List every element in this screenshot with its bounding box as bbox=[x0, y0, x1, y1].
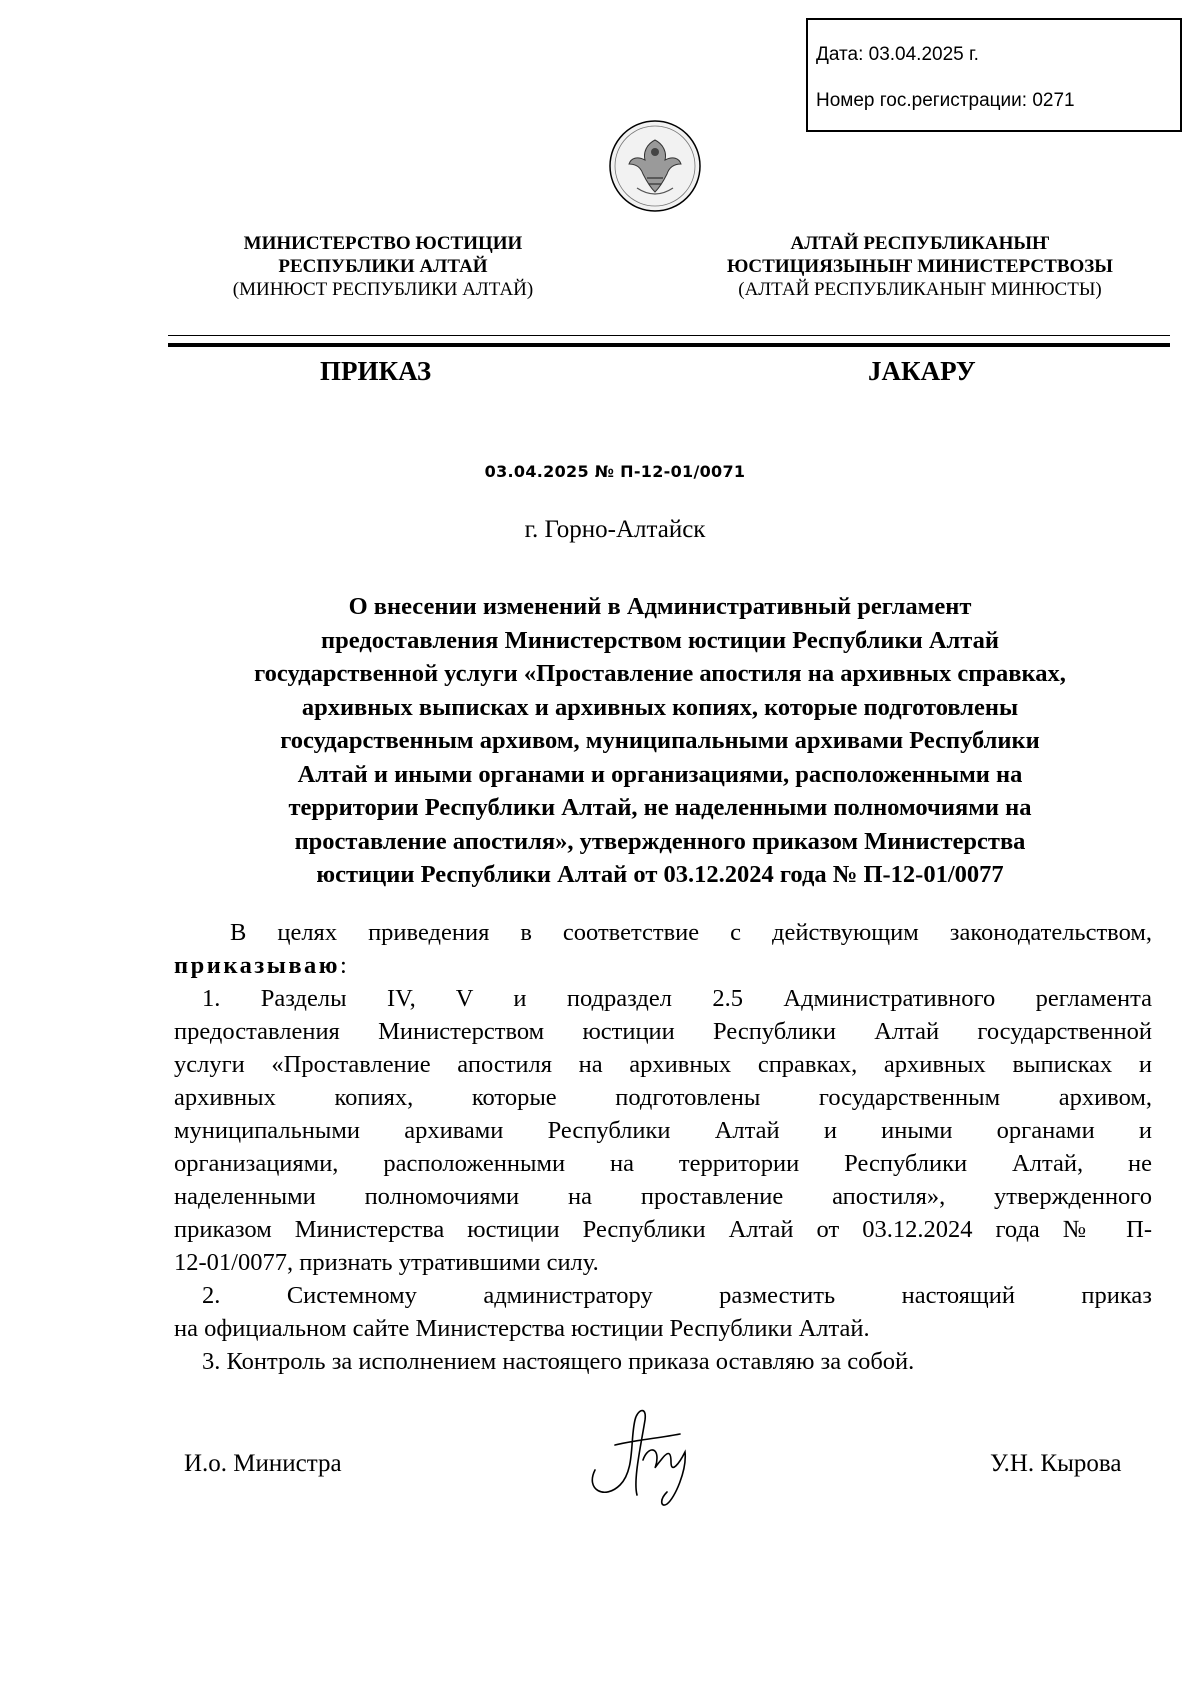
registration-number: Номер гос.регистрации: 0271 bbox=[816, 90, 1075, 111]
signer-position: И.о. Министра bbox=[184, 1450, 342, 1477]
signature-icon bbox=[575, 1400, 715, 1510]
item-1-line: приказом Министерства юстиции Республики Алтай от 03.12.2024 года № П- bbox=[174, 1216, 1152, 1243]
registration-date: Дата: 03.04.2025 г. bbox=[816, 44, 979, 65]
item-1-line: 12-01/0077, признать утратившими силу. bbox=[174, 1249, 599, 1276]
order-subject: О внесении изменений в Административный регламент предоставления Министерством юстиции Республики Алтай государственной услуги «Проставление апостиля на архивных справках, архивных выписках и архивных копиях, которые подготовлены государственным архивом, муниципальными архивами Республики Алтай и иными органами и организациями, расположенными на территории Республики Алтай, не наделенными полномочиями на проставление апостиля», утвержденного приказом Министерства юстиции Республики Алтай от 03.12.2024 года № П-12-01/0077 bbox=[254, 593, 1066, 888]
item-2-line: 2. Системному администратору разместить настоящий приказ bbox=[202, 1282, 1152, 1309]
item-1-line: услуги «Проставление апостиля на архивных справках, архивных выписках и bbox=[174, 1051, 1152, 1078]
order-number: 03.04.2025 № П-12-01/0071 bbox=[484, 462, 746, 481]
doc-type-alt: JАКАРУ bbox=[868, 356, 976, 386]
intro-command: приказываю: bbox=[174, 952, 347, 979]
registration-box bbox=[806, 18, 1182, 132]
item-2-line: на официальном сайте Министерства юстиции Республики Алтай. bbox=[174, 1315, 870, 1342]
item-1-line: архивных копиях, которые подготовлены государственным архивом, bbox=[174, 1084, 1152, 1111]
item-1-line: 1. Разделы IV, V и подраздел 2.5 Административного регламента bbox=[202, 985, 1152, 1012]
order-body bbox=[174, 916, 1152, 1378]
item-1-line: наделенными полномочиями на проставление апостиля», утвержденного bbox=[174, 1183, 1152, 1210]
header-ministry-ru: МИНИСТЕРСТВО ЮСТИЦИИ РЕСПУБЛИКИ АЛТАЙ (МИНЮСТ РЕСПУБЛИКИ АЛТАЙ) bbox=[232, 233, 534, 300]
header-divider-thin bbox=[168, 335, 1170, 336]
city: г. Горно-Алтайск bbox=[524, 516, 706, 543]
item-1-line: организациями, расположенными на территории Республики Алтай, не bbox=[174, 1150, 1152, 1177]
header-divider-thick bbox=[168, 343, 1170, 347]
item-3-line: 3. Контроль за исполнением настоящего приказа оставляю за собой. bbox=[202, 1348, 915, 1375]
coat-of-arms-icon bbox=[607, 118, 703, 214]
doc-type-ru: ПРИКАЗ bbox=[320, 356, 432, 386]
intro-line: В целях приведения в соответствие с действующим законодательством, bbox=[230, 919, 1152, 946]
signer-name: У.Н. Кырова bbox=[990, 1450, 1122, 1477]
item-1-line: предоставления Министерством юстиции Республики Алтай государственной bbox=[174, 1018, 1152, 1045]
header-ministry-alt: АЛТАЙ РЕСПУБЛИКАНЫҤ ЮСТИЦИЯЗЫНЫҤ МИНИСТЕРСТВОЗЫ (АЛТАЙ РЕСПУБЛИКАНЫҤ МИНЮСТЫ) bbox=[727, 233, 1113, 300]
item-1-line: муниципальными архивами Республики Алтай и иными органами и bbox=[174, 1117, 1152, 1144]
